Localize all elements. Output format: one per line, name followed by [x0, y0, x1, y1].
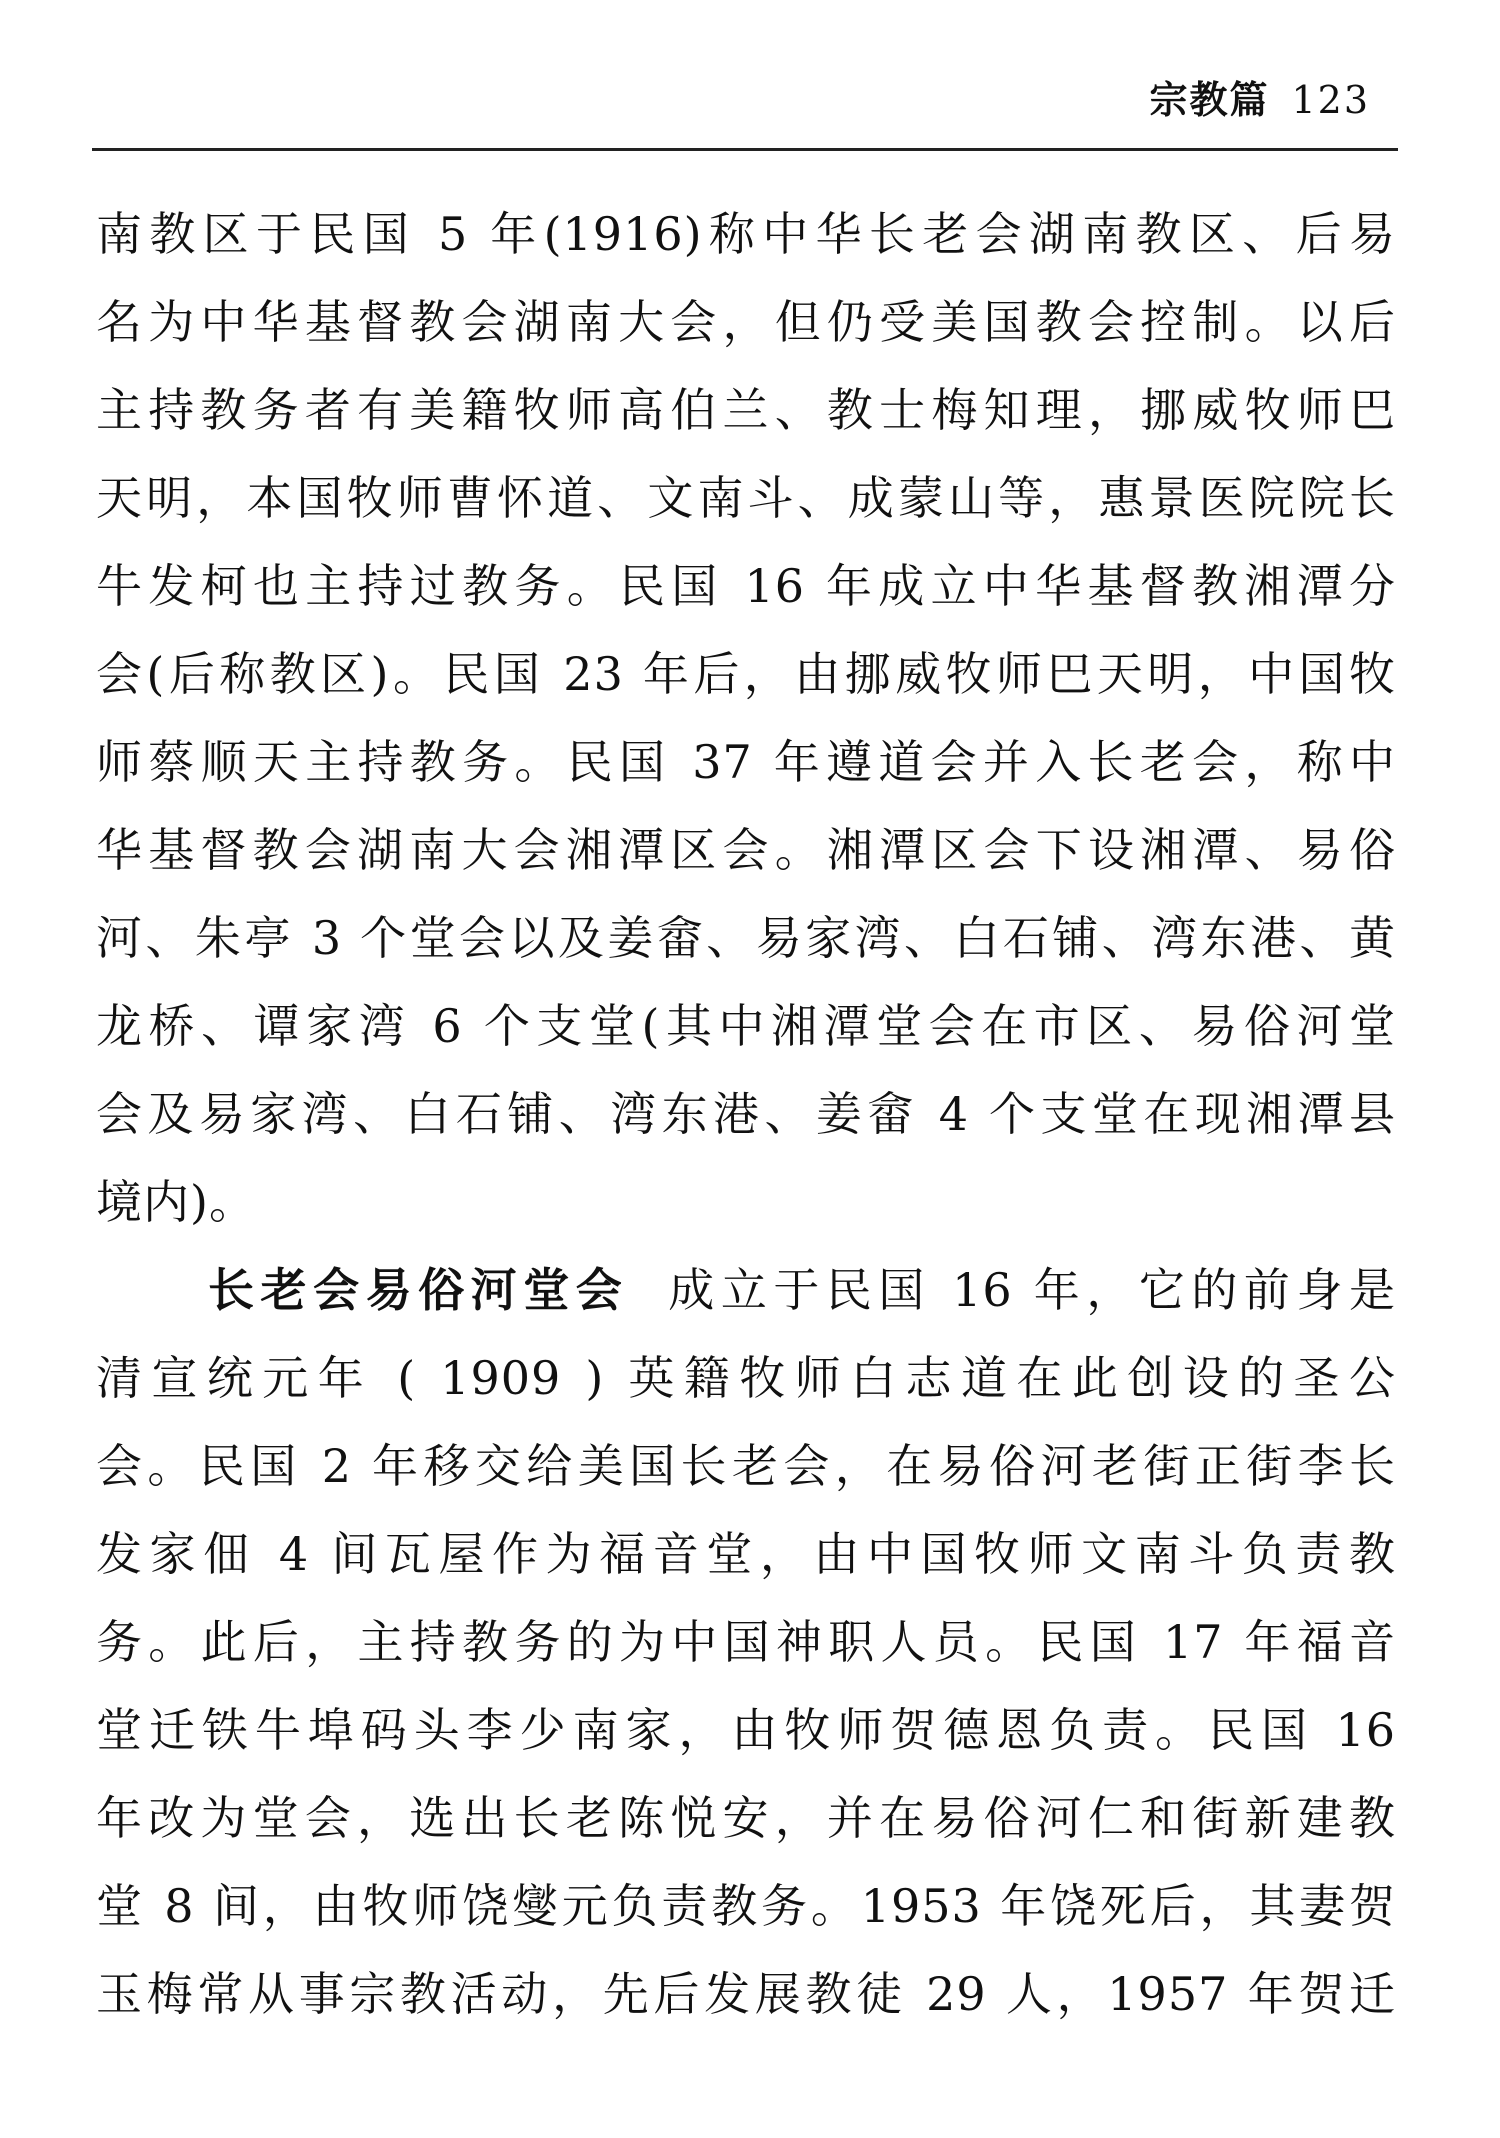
text-line: 龙桥、谭家湾 6 个支堂(其中湘潭堂会在市区、易俗河堂: [96, 999, 1396, 1053]
text-line: 务。此后，主持教务的为中国神职人员。民国 17 年福音: [96, 1615, 1396, 1669]
text-line: 南教区于民国 5 年(1916)称中华长老会湖南教区、后易: [96, 207, 1396, 261]
text-line: 主持教务者有美籍牧师高伯兰、教士梅知理，挪威牧师巴: [96, 383, 1396, 437]
text-line: 名为中华基督教会湖南大会，但仍受美国教会控制。以后: [96, 295, 1396, 349]
text-line: 会。民国 2 年移交给美国长老会，在易俗河老街正街李长: [96, 1439, 1396, 1493]
text-line: 河、朱亭 3 个堂会以及姜畲、易家湾、白石铺、湾东港、黄: [96, 911, 1396, 965]
text-line: 会(后称教区)。民国 23 年后，由挪威牧师巴天明，中国牧: [96, 647, 1396, 701]
text-line: 清宣统元年 ( 1909 ) 英籍牧师白志道在此创设的圣公: [96, 1351, 1396, 1405]
text-line: 华基督教会湖南大会湘潭区会。湘潭区会下设湘潭、易俗: [96, 823, 1396, 877]
header-rule: [92, 148, 1398, 151]
text-line: 牛发柯也主持过教务。民国 16 年成立中华基督教湘潭分: [96, 559, 1396, 613]
section-title: 宗教篇: [1149, 77, 1270, 122]
text-line: 堂迁铁牛埠码头李少南家，由牧师贺德恩负责。民国 16: [96, 1703, 1396, 1757]
body-text: [96, 190, 1396, 2038]
text-line: 玉梅常从事宗教活动，先后发展教徒 29 人，1957 年贺迁: [96, 1967, 1396, 2021]
entry-first-line-text: 成立于民国 16 年，它的前身是: [668, 1263, 1396, 1317]
text-line: 天明，本国牧师曹怀道、文南斗、成蒙山等，惠景医院院长: [96, 471, 1396, 525]
text-line: 发家佃 4 间瓦屋作为福音堂，由中国牧师文南斗负责教: [96, 1527, 1396, 1581]
entry-first-line: [96, 1246, 1396, 1334]
text-line: 境内)。: [96, 1175, 256, 1229]
text-line: 堂 8 间，由牧师饶燮元负责教务。1953 年饶死后，其妻贺: [96, 1879, 1396, 1933]
text-line: 会及易家湾、白石铺、湾东港、姜畲 4 个支堂在现湘潭县: [96, 1087, 1396, 1141]
text-line: 年改为堂会，选出长老陈悦安，并在易俗河仁和街新建教: [96, 1791, 1396, 1845]
page-number: 123: [1291, 78, 1370, 122]
entry-title: 长老会易俗河堂会: [208, 1263, 629, 1317]
running-head: [1080, 78, 1370, 122]
text-line: 师蔡顺天主持教务。民国 37 年遵道会并入长老会，称中: [96, 735, 1396, 789]
